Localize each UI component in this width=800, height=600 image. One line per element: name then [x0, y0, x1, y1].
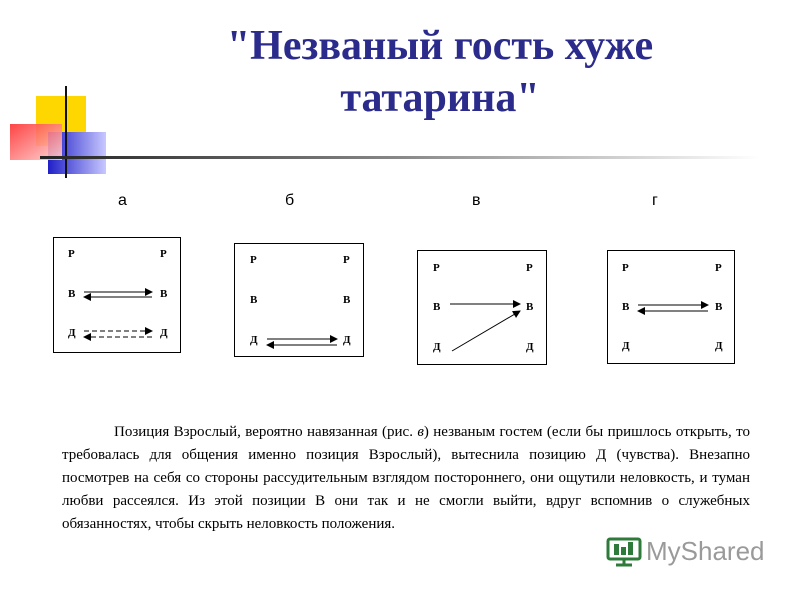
paragraph-text-2: ) незваным гостем (если бы пришлось открыть, то требовалась для общения именно позиция Взрослый), вытеснила позицию Д (чувства). Внезапно посмотрев на себя со стороны рассудительным взглядом постороннего, они ощутили неловкость, и туман любви рассеялся. Из этой позиции В они так и не смогли выйти, вдруг вспомнив о служебных обязанностях, чтобы скрыть неловкость положения. [62, 424, 750, 532]
diagram-b [234, 243, 364, 357]
label-v-right: В [160, 288, 168, 300]
arrow-d-to-v-diagonal [452, 311, 520, 351]
label-v-left: В [250, 294, 258, 306]
label-p-right: Р [160, 248, 167, 260]
myshared-logo-icon [606, 535, 642, 567]
title-underline [40, 156, 760, 159]
myshared-logo[interactable] [606, 535, 765, 567]
label-d-left: Д [68, 327, 76, 339]
red-square [10, 124, 62, 160]
label-v-left: В [68, 288, 76, 300]
myshared-logo-text: MyShared [646, 535, 765, 566]
diagram-a [53, 237, 181, 353]
label-p-left: Р [433, 262, 440, 274]
label-d-right: Д [160, 327, 168, 339]
label-d-right: Д [343, 334, 351, 346]
label-d-left: Д [433, 341, 441, 353]
label-d-right: Д [715, 340, 723, 352]
paragraph-text-1: Позиция Взрослый, вероятно навязанная (рис. [114, 424, 418, 440]
body-paragraph [62, 421, 750, 536]
label-v-left: В [622, 301, 630, 313]
page-title [140, 20, 740, 124]
page-title-line1: "Незваный гость хуже [226, 23, 654, 69]
label-v-right: В [715, 301, 723, 313]
label-d-left: Д [250, 334, 258, 346]
label-p-left: Р [68, 248, 75, 260]
diagram-a-letter: а [118, 192, 127, 209]
paragraph-italic-ref: в [417, 424, 424, 440]
label-v-left: В [433, 301, 441, 313]
label-d-right: Д [526, 341, 534, 353]
label-p-left: Р [250, 254, 257, 266]
label-p-right: Р [343, 254, 350, 266]
diagram-v [417, 250, 547, 365]
label-v-right: В [343, 294, 351, 306]
page-title-line2: татарина" [340, 75, 540, 121]
label-p-right: Р [715, 262, 722, 274]
label-d-left: Д [622, 340, 630, 352]
diagram-g [607, 250, 735, 364]
label-p-left: Р [622, 262, 629, 274]
diagram-v-letter: в [472, 192, 481, 209]
label-v-right: В [526, 301, 534, 313]
diagram-g-letter: г [652, 192, 658, 209]
diagram-b-letter: б [285, 192, 295, 209]
label-p-right: Р [526, 262, 533, 274]
